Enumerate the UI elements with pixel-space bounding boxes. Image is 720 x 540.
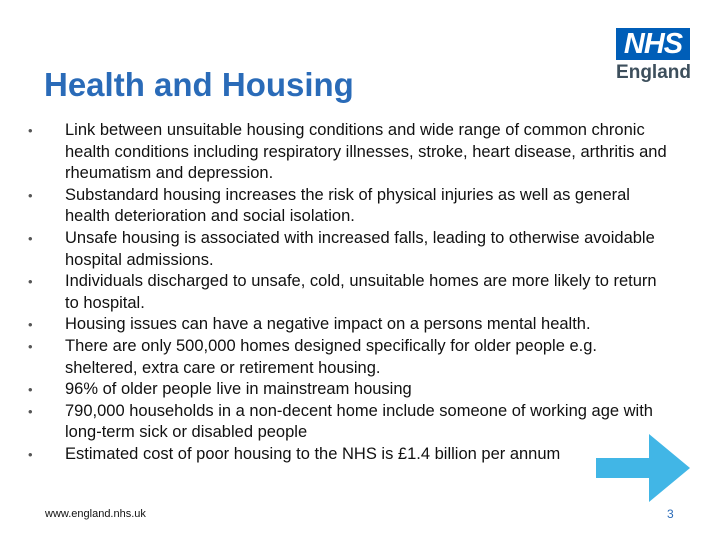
- nhs-logo-mark: NHS: [616, 28, 690, 60]
- bullet-text: 790,000 households in a non-decent home include someone of working age with long-term sick or disabled people: [65, 401, 653, 442]
- bullet-dot: •: [28, 382, 33, 398]
- page-number: 3: [667, 507, 674, 521]
- bullet-item: [28, 228, 668, 271]
- bullet-dot: •: [28, 274, 33, 290]
- bullet-item: [28, 314, 668, 336]
- bullet-text: Housing issues can have a negative impact on a persons mental health.: [65, 315, 591, 334]
- bullet-dot: •: [28, 446, 33, 462]
- bullet-text: Link between unsuitable housing conditions and wide range of common chronic health conditions including respiratory illnesses, stroke, heart disease, arthritis and rheumatism and depression.: [65, 121, 667, 183]
- bullet-item: [28, 401, 668, 444]
- bullet-item: [28, 185, 668, 228]
- bullet-dot: •: [28, 230, 33, 246]
- bullet-dot: •: [28, 338, 33, 354]
- bullet-text: Unsafe housing is associated with increased falls, leading to otherwise avoidable hospital admissions.: [65, 228, 655, 269]
- bullet-text: Substandard housing increases the risk of physical injuries as well as general health deterioration and social isolation.: [65, 185, 630, 226]
- bullet-text: Estimated cost of poor housing to the NHS is £1.4 billion per annum: [65, 444, 561, 463]
- logo-region-text: England: [616, 62, 691, 83]
- bullet-text: There are only 500,000 homes designed specifically for older people e.g. sheltered, extra care or retirement housing.: [65, 336, 597, 377]
- bullet-item: [28, 379, 668, 401]
- bullet-item: [28, 120, 668, 185]
- bullet-item: [28, 271, 668, 314]
- bullet-dot: •: [28, 403, 33, 419]
- bullet-dot: •: [28, 317, 33, 333]
- arrow-right-icon: [594, 432, 692, 504]
- arrow-shape: [596, 434, 690, 502]
- bullet-list: [28, 120, 668, 466]
- nhs-england-logo: [616, 28, 691, 84]
- bullet-dot: •: [28, 123, 33, 138]
- bullet-item: [28, 444, 668, 466]
- footer-url: www.england.nhs.uk: [45, 508, 146, 520]
- bullet-dot: •: [28, 187, 33, 203]
- bullet-item: [28, 336, 668, 379]
- bullet-text: 96% of older people live in mainstream housing: [65, 380, 412, 399]
- slide-title: Health and Housing: [44, 66, 354, 103]
- bullet-text: Individuals discharged to unsafe, cold, unsuitable homes are more likely to return to hospital.: [65, 272, 657, 312]
